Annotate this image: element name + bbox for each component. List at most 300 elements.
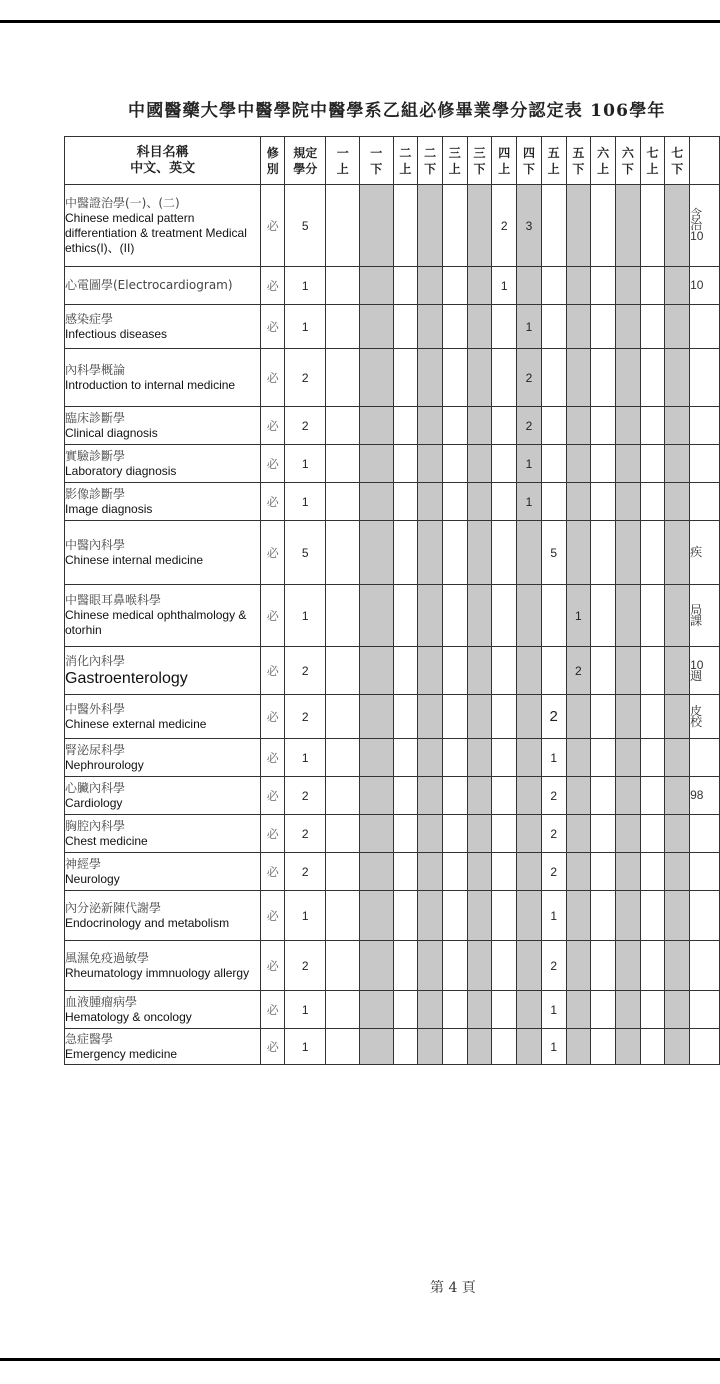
semester-credit-cell <box>393 521 418 585</box>
course-name-cell <box>65 349 261 407</box>
remark-text: 含 <box>690 207 703 221</box>
course-name-zh: 風濕免疫過敏學 <box>65 950 150 965</box>
course-name-cell <box>65 483 261 521</box>
course-type-cell: 必 <box>261 991 285 1029</box>
semester-credit-cell <box>467 891 492 941</box>
semester-credit-cell <box>418 815 443 853</box>
semester-credit-cell <box>442 891 467 941</box>
semester-credit-cell <box>566 853 591 891</box>
semester-credit-cell <box>541 483 566 521</box>
semester-credit-cell <box>566 521 591 585</box>
semester-credit-cell <box>615 991 640 1029</box>
semester-credit-cell <box>418 695 443 739</box>
semester-credit-cell <box>665 185 690 267</box>
required-credits-cell: 2 <box>285 349 326 407</box>
course-name-en: Gastroenterology <box>65 669 188 687</box>
semester-credit-cell <box>615 267 640 305</box>
semester-credit-cell <box>442 853 467 891</box>
remark-cell <box>690 483 720 521</box>
semester-credit-cell <box>615 521 640 585</box>
semester-credit-cell: 1 <box>517 305 542 349</box>
semester-credit-cell <box>442 991 467 1029</box>
semester-credit-cell <box>359 891 393 941</box>
semester-credit-cell <box>467 941 492 991</box>
table-row <box>65 891 720 941</box>
course-type-cell: 必 <box>261 305 285 349</box>
semester-credit-cell <box>566 941 591 991</box>
remark-text: 校 <box>690 714 703 729</box>
course-type-cell: 必 <box>261 349 285 407</box>
semester-credit-cell <box>566 267 591 305</box>
semester-credit-cell <box>541 445 566 483</box>
semester-credit-cell <box>640 445 665 483</box>
semester-credit-cell <box>640 407 665 445</box>
semester-credit-cell <box>665 739 690 777</box>
semester-credit-cell <box>359 585 393 647</box>
remark-cell <box>690 647 720 695</box>
semester-credit-cell <box>418 941 443 991</box>
course-name-cell <box>65 521 261 585</box>
col-header-semester: 七 下 <box>665 137 690 185</box>
semester-credit-cell <box>442 521 467 585</box>
semester-credit-cell <box>517 647 542 695</box>
remark-text: 週 <box>690 668 703 683</box>
semester-credit-cell <box>665 853 690 891</box>
course-name-en: Chinese internal medicine <box>65 552 204 567</box>
semester-credit-cell <box>359 1029 393 1065</box>
course-name-zh: 中醫外科學 <box>65 701 126 716</box>
course-name-en: Image diagnosis <box>65 501 153 516</box>
semester-credit-cell <box>359 647 393 695</box>
semester-credit-cell <box>566 349 591 407</box>
semester-credit-cell <box>326 483 360 521</box>
col-header-semester: 六 下 <box>615 137 640 185</box>
semester-credit-cell <box>665 585 690 647</box>
course-name-en: Cardiology <box>65 795 123 810</box>
table-row <box>65 815 720 853</box>
col-header-semester: 五 下 <box>566 137 591 185</box>
semester-credit-cell <box>393 695 418 739</box>
semester-credit-cell <box>442 483 467 521</box>
remark-text: 局 <box>690 602 703 617</box>
col-header-course-name: 科目名稱 中文、英文 <box>65 137 261 185</box>
required-credits-cell: 1 <box>285 305 326 349</box>
course-name-zh: 中醫內科學 <box>65 537 126 552</box>
semester-credit-cell <box>467 1029 492 1065</box>
semester-credit-cell <box>591 305 616 349</box>
header-row <box>65 137 720 185</box>
semester-credit-cell <box>393 407 418 445</box>
semester-credit-cell <box>591 1029 616 1065</box>
semester-credit-cell <box>615 305 640 349</box>
col-header-type: 修 別 <box>261 137 285 185</box>
semester-credit-cell <box>467 815 492 853</box>
semester-credit-cell <box>541 267 566 305</box>
semester-credit-cell <box>442 941 467 991</box>
course-name-en: Chest medicine <box>65 833 148 848</box>
course-type-cell: 必 <box>261 941 285 991</box>
semester-credit-cell <box>326 267 360 305</box>
semester-credit-cell <box>591 777 616 815</box>
col-header-semester: 四 上 <box>492 137 517 185</box>
semester-credit-cell <box>326 647 360 695</box>
col-header-semester: 六 上 <box>591 137 616 185</box>
bottom-rule <box>0 1358 720 1361</box>
semester-credit-cell <box>665 349 690 407</box>
semester-credit-cell <box>442 1029 467 1065</box>
semester-credit-cell <box>566 185 591 267</box>
top-rule <box>0 20 720 23</box>
semester-credit-cell <box>541 349 566 407</box>
semester-credit-cell <box>640 991 665 1029</box>
semester-credit-cell <box>665 647 690 695</box>
semester-credit-cell <box>442 267 467 305</box>
semester-credit-cell <box>467 521 492 585</box>
semester-credit-cell <box>467 185 492 267</box>
semester-credit-cell <box>541 647 566 695</box>
remark-text: 98 <box>690 788 704 802</box>
semester-credit-cell <box>442 695 467 739</box>
semester-credit-cell <box>393 647 418 695</box>
required-credits-cell: 2 <box>285 815 326 853</box>
semester-credit-cell <box>615 891 640 941</box>
semester-credit-cell <box>517 777 542 815</box>
semester-credit-cell <box>442 585 467 647</box>
semester-credit-cell <box>591 407 616 445</box>
course-name-en: Introduction to internal medicine <box>65 377 236 392</box>
semester-credit-cell: 2 <box>517 349 542 407</box>
semester-credit-cell <box>326 991 360 1029</box>
course-type-cell: 必 <box>261 585 285 647</box>
semester-credit-cell <box>517 739 542 777</box>
semester-credit-cell <box>492 445 517 483</box>
course-type-cell: 必 <box>261 777 285 815</box>
col-header-semester: 二 下 <box>418 137 443 185</box>
semester-credit-cell <box>615 941 640 991</box>
semester-credit-cell <box>640 739 665 777</box>
course-name-en: Chinese medical ophthalmology & otorhin <box>65 608 247 637</box>
required-credits-cell: 1 <box>285 483 326 521</box>
semester-credit-cell <box>442 777 467 815</box>
semester-credit-cell <box>591 267 616 305</box>
semester-credit-cell <box>359 305 393 349</box>
col-header-semester: 二 上 <box>393 137 418 185</box>
semester-credit-cell <box>492 777 517 815</box>
semester-credit-cell <box>393 483 418 521</box>
semester-credit-cell <box>442 647 467 695</box>
semester-credit-cell <box>467 991 492 1029</box>
semester-credit-cell <box>492 521 517 585</box>
table-row <box>65 521 720 585</box>
semester-credit-cell <box>393 941 418 991</box>
semester-credit-cell <box>418 853 443 891</box>
semester-credit-cell <box>418 739 443 777</box>
semester-credit-cell <box>640 1029 665 1065</box>
semester-credit-cell <box>615 1029 640 1065</box>
semester-credit-cell <box>393 349 418 407</box>
remark-cell <box>690 739 720 777</box>
required-credits-cell: 2 <box>285 647 326 695</box>
semester-credit-cell <box>492 585 517 647</box>
course-name-cell <box>65 267 261 305</box>
course-type-cell: 必 <box>261 185 285 267</box>
semester-credit-cell <box>359 815 393 853</box>
semester-credit-cell <box>640 185 665 267</box>
semester-credit-cell <box>393 267 418 305</box>
table-row <box>65 777 720 815</box>
course-name-cell <box>65 891 261 941</box>
semester-credit-cell <box>615 185 640 267</box>
semester-credit-cell <box>566 407 591 445</box>
required-credits-cell: 2 <box>285 695 326 739</box>
semester-credit-cell <box>359 991 393 1029</box>
semester-credit-cell <box>517 521 542 585</box>
semester-credit-cell <box>442 349 467 407</box>
semester-credit-cell <box>326 349 360 407</box>
semester-credit-cell <box>665 991 690 1029</box>
semester-credit-cell <box>359 483 393 521</box>
remark-cell <box>690 445 720 483</box>
course-name-zh: 神經學 <box>65 856 102 871</box>
required-credits-cell: 1 <box>285 1029 326 1065</box>
semester-credit-cell <box>393 891 418 941</box>
semester-credit-cell <box>566 305 591 349</box>
semester-credit-cell <box>566 483 591 521</box>
semester-credit-cell <box>418 1029 443 1065</box>
remark-text: 10 <box>690 657 704 672</box>
course-name-cell <box>65 695 261 739</box>
semester-credit-cell <box>393 445 418 483</box>
remark-text: 課 <box>690 613 703 628</box>
semester-credit-cell <box>359 521 393 585</box>
semester-credit-cell <box>591 991 616 1029</box>
semester-credit-cell <box>492 815 517 853</box>
semester-credit-cell: 1 <box>517 483 542 521</box>
semester-credit-cell <box>359 853 393 891</box>
semester-credit-cell <box>665 777 690 815</box>
semester-credit-cell <box>566 991 591 1029</box>
semester-credit-cell <box>418 483 443 521</box>
semester-credit-cell <box>615 483 640 521</box>
page-number: 第 4 頁 <box>430 1280 476 1296</box>
semester-credit-cell <box>591 739 616 777</box>
table-row <box>65 407 720 445</box>
semester-credit-cell <box>615 445 640 483</box>
semester-credit-cell <box>467 445 492 483</box>
table-row <box>65 585 720 647</box>
semester-credit-cell: 2 <box>492 185 517 267</box>
remark-cell <box>690 777 720 815</box>
remark-text: 10 <box>690 229 704 243</box>
course-name-zh: 中醫眼耳鼻喉科學 <box>65 593 162 607</box>
semester-credit-cell <box>326 853 360 891</box>
semester-credit-cell <box>591 521 616 585</box>
semester-credit-cell: 1 <box>492 267 517 305</box>
table-row <box>65 1029 720 1065</box>
semester-credit-cell <box>326 305 360 349</box>
course-type-cell: 必 <box>261 267 285 305</box>
semester-credit-cell <box>591 349 616 407</box>
semester-credit-cell <box>418 445 443 483</box>
col-header-semester: 五 上 <box>541 137 566 185</box>
semester-credit-cell <box>393 853 418 891</box>
semester-credit-cell <box>615 585 640 647</box>
col-header-semester: 四 下 <box>517 137 542 185</box>
col-header-semester: 一 下 <box>359 137 393 185</box>
semester-credit-cell <box>591 483 616 521</box>
semester-credit-cell <box>517 853 542 891</box>
semester-credit-cell <box>615 739 640 777</box>
semester-credit-cell <box>640 647 665 695</box>
col-header-semester: 七 上 <box>640 137 665 185</box>
course-name-en: Nephrourology <box>65 757 144 772</box>
course-type-cell: 必 <box>261 445 285 483</box>
semester-credit-cell <box>393 815 418 853</box>
course-type-cell: 必 <box>261 815 285 853</box>
semester-credit-cell <box>640 521 665 585</box>
remark-cell <box>690 853 720 891</box>
course-name-cell <box>65 815 261 853</box>
semester-credit-cell <box>326 185 360 267</box>
semester-credit-cell <box>591 695 616 739</box>
required-credits-cell: 1 <box>285 891 326 941</box>
semester-credit-cell <box>492 305 517 349</box>
remark-cell <box>690 305 720 349</box>
remark-cell <box>690 521 720 585</box>
semester-credit-cell <box>418 647 443 695</box>
semester-credit-cell <box>359 777 393 815</box>
semester-credit-cell <box>517 991 542 1029</box>
remark-cell <box>690 407 720 445</box>
semester-credit-cell <box>640 305 665 349</box>
semester-credit-cell <box>615 647 640 695</box>
course-name-en: Emergency medicine <box>65 1046 178 1061</box>
semester-credit-cell <box>665 1029 690 1065</box>
semester-credit-cell <box>665 941 690 991</box>
semester-credit-cell <box>492 483 517 521</box>
table-row <box>65 739 720 777</box>
course-name-zh: 急症醫學 <box>65 1031 114 1046</box>
course-name-cell <box>65 185 261 267</box>
semester-credit-cell <box>326 1029 360 1065</box>
semester-credit-cell <box>418 305 443 349</box>
semester-credit-cell <box>566 695 591 739</box>
semester-credit-cell <box>541 185 566 267</box>
course-name-cell <box>65 1029 261 1065</box>
semester-credit-cell <box>442 815 467 853</box>
semester-credit-cell: 2 <box>541 777 566 815</box>
semester-credit-cell <box>326 777 360 815</box>
semester-credit-cell <box>517 585 542 647</box>
semester-credit-cell <box>640 777 665 815</box>
semester-credit-cell <box>467 585 492 647</box>
semester-credit-cell <box>418 521 443 585</box>
semester-credit-cell <box>665 695 690 739</box>
table-row <box>65 941 720 991</box>
table-row <box>65 483 720 521</box>
remark-text: 治 <box>690 218 703 232</box>
course-type-cell: 必 <box>261 695 285 739</box>
semester-credit-cell <box>615 853 640 891</box>
course-name-en: Chinese medical pattern differentiation & treatment Medical ethics(I)、(II) <box>65 210 247 255</box>
table-row <box>65 695 720 739</box>
table-row <box>65 349 720 407</box>
semester-credit-cell <box>467 777 492 815</box>
course-type-cell: 必 <box>261 647 285 695</box>
semester-credit-cell: 1 <box>517 445 542 483</box>
table-row <box>65 445 720 483</box>
course-type-cell: 必 <box>261 521 285 585</box>
semester-credit-cell <box>442 305 467 349</box>
semester-credit-cell <box>665 305 690 349</box>
semester-credit-cell <box>640 349 665 407</box>
semester-credit-cell <box>393 1029 418 1065</box>
course-name-en: Clinical diagnosis <box>65 425 158 440</box>
remark-cell <box>690 815 720 853</box>
semester-credit-cell: 1 <box>541 891 566 941</box>
semester-credit-cell <box>615 407 640 445</box>
semester-credit-cell <box>326 585 360 647</box>
semester-credit-cell <box>517 941 542 991</box>
semester-credit-cell <box>541 407 566 445</box>
course-name-cell <box>65 777 261 815</box>
semester-credit-cell <box>591 445 616 483</box>
semester-credit-cell <box>442 407 467 445</box>
semester-credit-cell <box>591 815 616 853</box>
semester-credit-cell <box>393 585 418 647</box>
course-name-cell <box>65 585 261 647</box>
semester-credit-cell <box>492 695 517 739</box>
required-credits-cell: 1 <box>285 991 326 1029</box>
semester-credit-cell <box>442 185 467 267</box>
col-header-semester: 一 上 <box>326 137 360 185</box>
semester-credit-cell <box>359 267 393 305</box>
semester-credit-cell <box>640 267 665 305</box>
course-name-zh: 臨床診斷學 <box>65 410 126 425</box>
semester-credit-cell <box>359 349 393 407</box>
semester-credit-cell <box>665 483 690 521</box>
semester-credit-cell <box>517 815 542 853</box>
semester-credit-cell <box>492 853 517 891</box>
semester-credit-cell <box>591 185 616 267</box>
semester-credit-cell <box>393 185 418 267</box>
semester-credit-cell <box>615 349 640 407</box>
course-name-zh: 實驗診斷學 <box>65 448 126 463</box>
semester-credit-cell <box>359 445 393 483</box>
required-credits-cell: 2 <box>285 941 326 991</box>
semester-credit-cell <box>393 739 418 777</box>
col-header-credits: 規定 學分 <box>285 137 326 185</box>
semester-credit-cell <box>326 739 360 777</box>
semester-credit-cell <box>326 815 360 853</box>
required-credits-cell: 1 <box>285 585 326 647</box>
semester-credit-cell <box>326 521 360 585</box>
semester-credit-cell <box>517 695 542 739</box>
course-name-en: Endocrinology and metabolism <box>65 915 230 930</box>
required-credits-cell: 5 <box>285 521 326 585</box>
semester-credit-cell <box>492 739 517 777</box>
remark-cell <box>690 941 720 991</box>
semester-credit-cell <box>665 407 690 445</box>
semester-credit-cell <box>640 853 665 891</box>
semester-credit-cell <box>492 349 517 407</box>
semester-credit-cell <box>393 991 418 1029</box>
table-row <box>65 305 720 349</box>
semester-credit-cell: 2 <box>517 407 542 445</box>
semester-credit-cell <box>326 445 360 483</box>
semester-credit-cell <box>418 407 443 445</box>
semester-credit-cell <box>566 891 591 941</box>
